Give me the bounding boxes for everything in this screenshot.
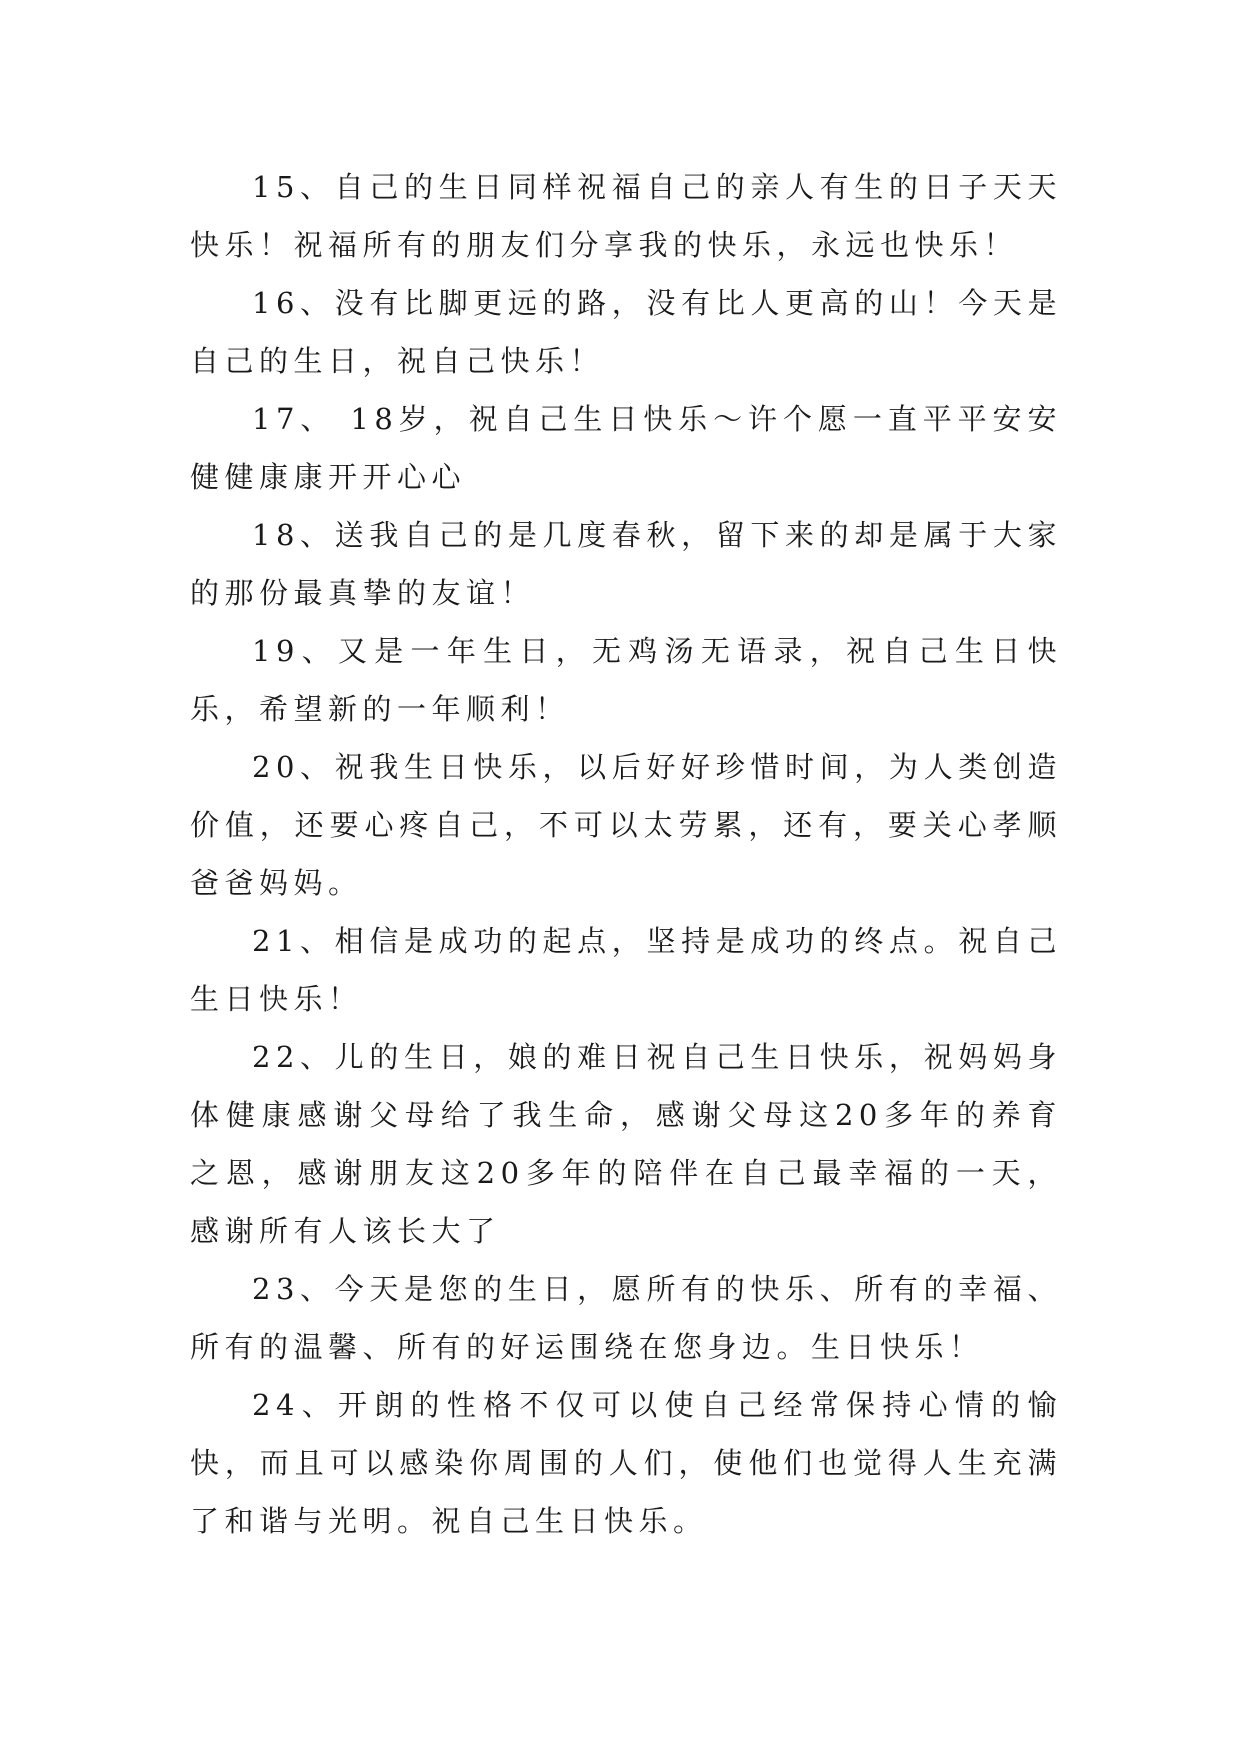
paragraph-21: 21、相信是成功的起点，坚持是成功的终点。祝自己生日快乐！	[190, 924, 1062, 1016]
paragraph-15: 15、自己的生日同样祝福自己的亲人有生的日子天天快乐！祝福所有的朋友们分享我的快乐，永远也快乐！	[190, 170, 1062, 262]
paragraph-22: 22、儿的生日，娘的难日祝自己生日快乐，祝妈妈身体健康感谢父母给了我生命，感谢父母这20多年的养育之恩，感谢朋友这20多年的陪伴在自己最幸福的一天，感谢所有人该长大了	[190, 1040, 1062, 1248]
paragraph-20: 20、祝我生日快乐，以后好好珍惜时间，为人类创造价值，还要心疼自己，不可以太劳累，还有，要关心孝顺爸爸妈妈。	[190, 750, 1062, 900]
paragraph-18: 18、送我自己的是几度春秋，留下来的却是属于大家的那份最真挚的友谊！	[190, 518, 1062, 610]
paragraph-24: 24、开朗的性格不仅可以使自己经常保持心情的愉快，而且可以感染你周围的人们，使他们也觉得人生充满了和谐与光明。祝自己生日快乐。	[190, 1388, 1062, 1538]
document-body	[190, 158, 1062, 1550]
paragraph-19: 19、又是一年生日，无鸡汤无语录，祝自己生日快乐，希望新的一年顺利！	[190, 634, 1062, 726]
paragraph-17: 17、 18岁，祝自己生日快乐～许个愿一直平平安安健健康康开开心心	[190, 402, 1062, 494]
paragraph-16: 16、没有比脚更远的路，没有比人更高的山！今天是自己的生日，祝自己快乐！	[190, 286, 1062, 378]
paragraph-23: 23、今天是您的生日，愿所有的快乐、所有的幸福、所有的温馨、所有的好运围绕在您身边。生日快乐！	[190, 1272, 1062, 1364]
